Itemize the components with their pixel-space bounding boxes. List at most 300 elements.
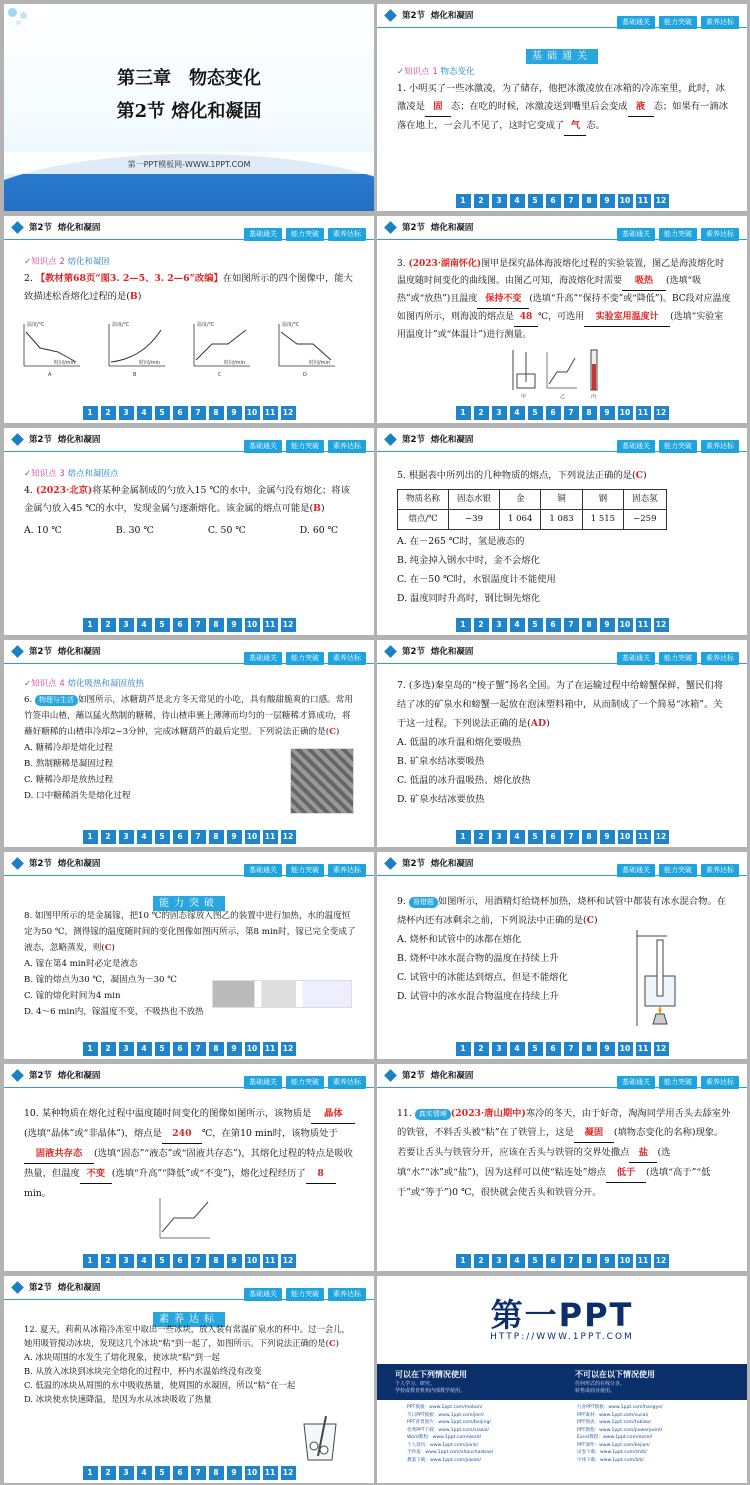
links-right[interactable]: 行业PPT模板：www.1ppt.com/hangye/ PPT素材：www.1ppt.com/sucai/ PPT图表：www.1ppt.com/tubiao/ PPT教程：www.1ppt.com/powerpoint/ Excel教程：www.1ppt.com/excel/ PPT课件：www.1ppt.com/kejian/ 试卷下载：www.1ppt.com/shiti/ 字体下载：www.1ppt.com/ziti/ [577, 1405, 663, 1463]
section-title: 第2节 熔化和凝固 [29, 435, 101, 445]
usage-panel: 可以在下列情况使用 个人学习、研究。 学校或教育机构内部教学使用。 不可以在以下情况使用 任何形式的在线分享。 转售或商业使用。 PPT模板：www.1ppt.com/moban/ 节日PPT模板：www.1ppt.com/jieri/ PPT背景图片：www.1ppt.com/beijing/ 优秀PPT下载：www.1ppt.com/xiazai/ Word教程：www.1ppt.com/word/ 个人简历：www.1ppt.com/jianli/ 手抄报：www.1ppt.com/shouchaobao/ 教案下载：www.1ppt.com/jiaoan/ 行业PPT模板：www.1ppt.com/hangye/ PPT素材：www.1ppt.com/sucai/ PPT图表：www.1ppt.com/tubiao/ PPT教程：www.1ppt.com/powerpoint/ Excel教程：www.1ppt.com/excel/ PPT课件：www.1ppt.com/kejian/ 试卷下载：www.1ppt.com/shiti/ 字体下载：www.1ppt.com/ziti/ [377, 1364, 747, 1483]
page-button-9[interactable]: 9 [600, 194, 615, 208]
slide-q3 [377, 216, 747, 423]
slide-header [4, 1064, 374, 1088]
page-button-4[interactable]: 4 [137, 1254, 152, 1268]
tag-basic[interactable]: 基础通关 [617, 864, 655, 877]
page-button-4[interactable]: 4 [137, 1042, 152, 1056]
page-button-8[interactable]: 8 [582, 618, 597, 632]
page-button-7[interactable]: 7 [564, 618, 579, 632]
page-button-5[interactable]: 5 [528, 830, 543, 844]
section-title: 第2节 熔化和凝固 [402, 647, 474, 657]
page-button-1[interactable]: 1 [83, 830, 98, 844]
page-button-5[interactable]: 5 [528, 1254, 543, 1268]
site-label: 第一PPT模板网-WWW.1PPT.COM [127, 160, 251, 169]
tag-ability[interactable]: 能力突破 [286, 1288, 324, 1301]
tag-basic[interactable]: 基础通关 [617, 652, 655, 665]
thermometer-figure [591, 350, 597, 390]
page-button-4[interactable]: 4 [510, 406, 525, 420]
slide-header [4, 640, 374, 664]
page-button-3[interactable]: 3 [119, 1254, 134, 1268]
pager [4, 1466, 374, 1480]
diamond-icon [11, 221, 24, 234]
tag-literacy[interactable]: 素养达标 [701, 1076, 739, 1089]
page-button-7[interactable]: 7 [191, 1466, 206, 1480]
page-button-3[interactable]: 3 [119, 1466, 134, 1480]
page-button-7[interactable]: 7 [191, 618, 206, 632]
page-button-2[interactable]: 2 [474, 830, 489, 844]
page-button-6[interactable]: 6 [173, 406, 188, 420]
question-text: 4. (2023·北京)将某种金属制成的勺放入15 ℃的水中，金属勺没有熔化；将该金属勺放入45 ℃的水中，发现金属勺逐渐熔化。该金属的熔点可能是(B) [24, 485, 350, 514]
page-button-10[interactable]: 10 [618, 1042, 633, 1056]
page-button-8[interactable]: 8 [209, 830, 224, 844]
pager [4, 406, 374, 420]
page-button-7[interactable]: 7 [564, 406, 579, 420]
page-button-8[interactable]: 8 [209, 618, 224, 632]
page-button-2[interactable]: 2 [101, 618, 116, 632]
tag-ability[interactable]: 能力突破 [659, 228, 697, 241]
page-button-6[interactable]: 6 [546, 1042, 561, 1056]
page-button-5[interactable]: 5 [528, 406, 543, 420]
diamond-icon [11, 857, 24, 870]
svg-text:温度/℃: 温度/℃ [27, 322, 45, 328]
slide-header [377, 1064, 747, 1088]
page-button-12[interactable]: 12 [654, 194, 669, 208]
tag-literacy[interactable]: 素养达标 [701, 440, 739, 453]
tag-literacy[interactable]: 素养达标 [328, 864, 366, 877]
band-basic: 基础通关 [377, 44, 747, 64]
chapter-title: 第三章 物态变化 [117, 68, 261, 89]
slide-header [4, 216, 374, 240]
page-button-1[interactable]: 1 [456, 1254, 471, 1268]
diamond-icon [11, 1281, 24, 1294]
page-button-7[interactable]: 7 [564, 194, 579, 208]
question-text: 2. 【教材第68页“图3. 2—5、3. 2—6”改编】在如图所示的四个图像中，能大致描述松香熔化过程的是(B) [24, 273, 353, 302]
page-button-9[interactable]: 9 [600, 406, 615, 420]
page-button-11[interactable]: 11 [263, 1466, 278, 1480]
pager [377, 406, 747, 420]
page-button-12[interactable]: 12 [654, 406, 669, 420]
page-button-1[interactable]: 1 [456, 830, 471, 844]
section-title: 第2节 熔化和凝固 [402, 11, 474, 21]
slide-q8: 第2节 熔化和凝固 基础通关 能力突破 素养达标 能力突破 8. 如图甲所示的是金属镓，把10 ℃的固态镓放入图乙的装置中进行加热，水的温度恒定为50 ℃，测得镓的温度随时间的变化图像如图丙所示，第8 min时，镓已完全变成了液态，忽略蒸发，则(C) A. 镓在第4 min时必定是液态 B. 镓的熔点为30 ℃，凝固点为－30 ℃ C. 镓的熔化时间为4 min D. 4～6 min内，镓温度不变，不吸热也不放热 1 2 3 4 5 6 7 8 9 10 11 12 [4, 852, 374, 1059]
tag-literacy[interactable]: 素养达标 [701, 652, 739, 665]
page-button-1[interactable]: 1 [83, 1042, 98, 1056]
pager [4, 1254, 374, 1268]
page-button-12[interactable]: 12 [281, 406, 296, 420]
page-button-10[interactable]: 10 [245, 618, 260, 632]
page-button-2[interactable]: 2 [101, 406, 116, 420]
pager [4, 1042, 374, 1056]
tag-literacy[interactable]: 素养达标 [701, 228, 739, 241]
diamond-icon [384, 433, 397, 446]
tag-ability[interactable]: 能力突破 [286, 864, 324, 877]
slide-q2 [4, 216, 374, 423]
question-text: 11. 真实情境 (2023·唐山期中)寒冷的冬天，由于好奇，淘淘同学用舌头去舔室外的铁管，不料舌头被“粘”在了铁管上，这是 凝固 (填物态变化的名称)现象。若要让舌头与铁管分开，应该在舌头与铁管的交界处撒点 盐 (选填“水”“冰”或“盐”)，因为这样可以使“粘连处”熔点 低于 (选填“高于”“低于”或“等于”)0 ℃，很快就会使舌头和铁管分开。 [397, 1108, 731, 1198]
svg-text:时间/min: 时间/min [139, 360, 161, 366]
page-button-4[interactable]: 4 [510, 194, 525, 208]
page-button-5[interactable]: 5 [155, 406, 170, 420]
slide-header [4, 428, 374, 452]
tag-basic[interactable]: 基础通关 [244, 1288, 282, 1301]
page-button-6[interactable]: 6 [173, 1042, 188, 1056]
question-text: 10. 某种物质在熔化过程中温度随时间变化的图像如图所示，该物质是 晶体(选填“晶体”或“非晶体”)，熔点是 240 ℃，在第10 min时，该物质处于固液共存态 (选填“固态”“液态”或“固液共存态”)，其熔化过程的特点是吸收热量，但温度 不变 (选填“升高”“降低”或“不变”)，熔化过程经历了 8min。 [24, 1104, 358, 1203]
question-text: 3. (2023·湖南怀化)图甲是探究晶体海波熔化过程的实验装置，图乙是海波熔化时温度随时间变化的曲线图。由图乙可知，海波熔化时需要 吸热 (选填“吸热”或“放热”)且温度 保持不变 (选填“升高”“保持不变”或“降低”)。BC段对应温度如图丙所示，则海波的熔点是 48 ℃，可选用 实验室用温度计 (选填“实验室用温度计”或“体温计”)进行测量。 [397, 259, 731, 340]
page-button-1[interactable]: 1 [456, 406, 471, 420]
slide-header [4, 1276, 374, 1300]
slide-header [377, 640, 747, 664]
page-button-4[interactable]: 4 [510, 618, 525, 632]
tag-basic[interactable]: 基础通关 [244, 864, 282, 877]
diamond-icon [11, 645, 24, 658]
svg-text:乙: 乙 [560, 394, 566, 400]
page-button-8[interactable]: 8 [582, 830, 597, 844]
pager [377, 830, 747, 844]
tag-ability[interactable]: 能力突破 [659, 1076, 697, 1089]
page-button-8[interactable]: 8 [582, 406, 597, 420]
page-button-9[interactable]: 9 [227, 830, 242, 844]
page-button-4[interactable]: 4 [137, 1466, 152, 1480]
page-button-2[interactable]: 2 [474, 406, 489, 420]
page-button-2[interactable]: 2 [474, 194, 489, 208]
page-button-4[interactable]: 4 [510, 1042, 525, 1056]
pager [4, 830, 374, 844]
lesson-title: 第2节 熔化和凝固 [116, 101, 262, 122]
page-button-9[interactable]: 9 [227, 618, 242, 632]
page-button-2[interactable]: 2 [101, 830, 116, 844]
tag-basic[interactable]: 基础通关 [244, 440, 282, 453]
page-button-7[interactable]: 7 [191, 830, 206, 844]
pager [377, 1042, 747, 1056]
tag-ability[interactable]: 能力突破 [286, 1076, 324, 1089]
page-button-11[interactable]: 11 [636, 830, 651, 844]
page-button-6[interactable]: 6 [546, 406, 561, 420]
page-button-12[interactable]: 12 [654, 830, 669, 844]
curve-figure [547, 352, 577, 388]
page-button-5[interactable]: 5 [155, 1254, 170, 1268]
section-title: 第2节 熔化和凝固 [402, 223, 474, 233]
pager [4, 618, 374, 632]
question-text: 5. 根据表中所列出的几种物质的熔点，下列说法正确的是(C) [397, 470, 647, 481]
page-button-3[interactable]: 3 [492, 1254, 507, 1268]
page-button-11[interactable]: 11 [636, 194, 651, 208]
page-button-4[interactable]: 4 [510, 1254, 525, 1268]
tag-ability[interactable]: 能力突破 [286, 440, 324, 453]
svg-text:B: B [133, 372, 137, 378]
graphs-abcd [18, 320, 358, 380]
page-button-10[interactable]: 10 [618, 1254, 633, 1268]
melting-point-table: 物质名称 固态水银 金 铜 钢 固态氢 熔点/℃ −39 1 064 1 083 1 515 −259 [397, 489, 667, 530]
slide-q12: 第2节 熔化和凝固 基础通关 能力突破 素养达标 素养达标 12. 夏天，莉莉从冰箱冷冻室中取出一些冰块，放入装有常温矿泉水的杯中。过一会儿，她用吸管搅动冰块，发现这几个冰块“粘”到一起了，如图所示。下列说法正确的是(C) A. 冰块周围的水发生了熔化现象，使冰块“粘”到一起 B. 从放入冰块到冰块完全熔化的过程中，杯内水温始终没有改变 C. 低温的冰块从周围的水中吸收热量，使周围的水凝固，所以“粘”在一起 D. 冰块使水快速降温，是因为水从冰块吸收了热量 1 2 3 4 5 6 7 8 9 10 11 12 [4, 1276, 374, 1483]
candied-haws-photo [290, 748, 354, 814]
page-button-11[interactable]: 11 [636, 406, 651, 420]
tag-literacy[interactable]: 素养达标 [701, 16, 739, 29]
knowledge-point: ✓知识点 3 熔点和凝固点 [24, 469, 119, 479]
tag-basic[interactable]: 基础通关 [244, 652, 282, 665]
question-text: 12. 夏天，莉莉从冰箱冷冻室中取出一些冰块，放入装有常温矿泉水的杯中。过一会儿，她用吸管搅动冰块，发现这几个冰块“粘”到一起了，如图所示。下列说法正确的是(C) [24, 1324, 350, 1348]
page-button-1[interactable]: 1 [83, 618, 98, 632]
logo-url: HTTP://WWW.1PPT.COM [490, 1332, 634, 1342]
svg-text:时间/min: 时间/min [224, 360, 246, 366]
links-left[interactable]: PPT模板：www.1ppt.com/moban/ 节日PPT模板：www.1ppt.com/jieri/ PPT背景图片：www.1ppt.com/beijing/ 优秀PPT下载：www.1ppt.com/xiazai/ Word教程：www.1ppt.com/word/ 个人简历：www.1ppt.com/jianli/ 手抄报：www.1ppt.com/shouchaobao/ 教案下载：www.1ppt.com/jiaoan/ [407, 1405, 494, 1463]
page-button-11[interactable]: 11 [636, 618, 651, 632]
page-button-12[interactable]: 12 [281, 1042, 296, 1056]
page-button-3[interactable]: 3 [492, 406, 507, 420]
page-button-5[interactable]: 5 [528, 618, 543, 632]
tag-basic[interactable]: 基础通关 [244, 228, 282, 241]
page-button-1[interactable]: 1 [456, 618, 471, 632]
page-button-3[interactable]: 3 [119, 406, 134, 420]
svg-text:D: D [303, 372, 307, 378]
tag-literacy[interactable]: 素养达标 [328, 228, 366, 241]
page-button-10[interactable]: 10 [245, 406, 260, 420]
cup-figure [300, 1416, 340, 1462]
slide-header [4, 852, 374, 876]
tag-ability[interactable]: 能力突破 [659, 16, 697, 29]
tag-ability[interactable]: 能力突破 [659, 652, 697, 665]
slide-q6: 第2节 熔化和凝固 基础通关 能力突破 素养达标 ✓知识点 4 熔化吸热和凝固放热 6. 物理与生活 如图所示，冰糖葫芦是北方冬天常见的小吃，具有酸甜脆爽的口感。常用竹签串山楂，蘸以猛火熬制的糖稀，待山楂串裹上薄薄而均匀的一层糖稀才算成功，将蘸好糖稀的山楂串冷却2~3分钟，完成冰糖葫芦的最后定型。下列说法正确的是(C) A. 糖稀冷却是熔化过程 B. 熬制糖稀是凝固过程 C. 糖稀冷却是放热过程 D. 口中糖稀消失是熔化过程 1 2 3 4 5 6 7 8 9 10 11 12 [4, 640, 374, 847]
page-button-8[interactable]: 8 [582, 194, 597, 208]
svg-text:A: A [48, 372, 52, 378]
diamond-icon [384, 221, 397, 234]
page-button-12[interactable]: 12 [281, 1254, 296, 1268]
page-button-6[interactable]: 6 [173, 618, 188, 632]
section-title: 第2节 熔化和凝固 [29, 223, 101, 233]
question-text: 1. 小明买了一些冰激凌，为了储存，他把冰激凌放在冰箱的冷冻室里，此时，冰激凌是 固 态；在吃的时候，冰激凌送到嘴里后会变成 液 态；如果有一滴冰落在地上，一会儿不见了，这时它变成了 气 态。 [397, 80, 731, 136]
diamond-icon [11, 1069, 24, 1082]
graph-d [279, 321, 335, 378]
question-text: 8. 如图甲所示的是金属镓，把10 ℃的固态镓放入图乙的装置中进行加热，水的温度恒定为50 ℃，测得镓的温度随时间的变化图像如图丙所示，第8 min时，镓已完全变成了液态，忽略蒸发，则(C) [24, 911, 356, 953]
page-button-8[interactable]: 8 [209, 1466, 224, 1480]
page-button-9[interactable]: 9 [227, 1466, 242, 1480]
page-button-6[interactable]: 6 [173, 1466, 188, 1480]
section-title: 第2节 熔化和凝固 [29, 647, 101, 657]
diamond-icon [384, 9, 397, 22]
pager [377, 618, 747, 632]
band-ability: 能力突破 [4, 891, 374, 911]
page-button-8[interactable]: 8 [209, 1042, 224, 1056]
page-button-8[interactable]: 8 [582, 1042, 597, 1056]
burner-apparatus-figure [627, 926, 687, 1030]
page-button-10[interactable]: 10 [245, 1466, 260, 1480]
knowledge-point: ✓知识点 1 物态变化 [397, 67, 475, 77]
svg-text:温度/℃: 温度/℃ [282, 322, 300, 328]
diamond-icon [11, 433, 24, 446]
page-button-1[interactable]: 1 [456, 1042, 471, 1056]
page-button-6[interactable]: 6 [546, 618, 561, 632]
page-button-3[interactable]: 3 [492, 618, 507, 632]
page-button-11[interactable]: 11 [263, 618, 278, 632]
page-button-5[interactable]: 5 [155, 1466, 170, 1480]
page-button-9[interactable]: 9 [227, 1042, 242, 1056]
page-button-3[interactable]: 3 [492, 194, 507, 208]
tag-literacy[interactable]: 素养达标 [328, 440, 366, 453]
graph-b [109, 321, 165, 378]
slide-q1 [377, 4, 747, 211]
slide-cover [4, 4, 374, 211]
slide-q5: 第2节 熔化和凝固 基础通关 能力突破 素养达标 5. 根据表中所列出的几种物质的熔点，下列说法正确的是(C) 物质名称 固态水银 金 铜 钢 固态氢 熔点/℃ −39 1 064 1 083 1 515 −259 A. 在－265 ℃时，氢是液态的 B. 纯金掉入钢水中时，金不会熔化 C. 在－50 ℃时，水银温度计不能使用 D. 温度同时升高时，钢比铜先熔化 1 2 3 4 5 6 7 8 9 10 11 12 [377, 428, 747, 635]
page-button-8[interactable]: 8 [209, 1254, 224, 1268]
section-title: 第2节 熔化和凝固 [29, 1071, 101, 1081]
slide-q10 [4, 1064, 374, 1271]
page-button-6[interactable]: 6 [546, 830, 561, 844]
slide-q9: 第2节 熔化和凝固 基础通关 能力突破 素养达标 9. 易错题 如图所示，用酒精灯给烧杯加热，烧杯和试管中都装有冰水混合物。在烧杯内还有冰剩余之前，下列说法中正确的是(C) A. 烧杯和试管中的冰都在熔化 B. 烧杯中冰水混合物的温度在持续上升 C. 试管中的冰能达到熔点，但是不能熔化 D. 试管中的冰水混合物温度在持续上升 1 2 3 4 5 6 7 8 9 10 11 12 [377, 852, 747, 1059]
gallium-figures [212, 980, 352, 1008]
page-button-10[interactable]: 10 [618, 406, 633, 420]
pager [377, 1254, 747, 1268]
page-button-7[interactable]: 7 [191, 1254, 206, 1268]
page-button-7[interactable]: 7 [191, 406, 206, 420]
section-title: 第2节 熔化和凝固 [402, 859, 474, 869]
page-button-11[interactable]: 11 [636, 1042, 651, 1056]
page-button-2[interactable]: 2 [101, 1466, 116, 1480]
diamond-icon [384, 645, 397, 658]
page-button-8[interactable]: 8 [209, 406, 224, 420]
page-button-4[interactable]: 4 [137, 618, 152, 632]
page-button-10[interactable]: 10 [245, 830, 260, 844]
slide-header [377, 4, 747, 28]
page-button-9[interactable]: 9 [600, 618, 615, 632]
page-button-3[interactable]: 3 [492, 830, 507, 844]
section-title: 第2节 熔化和凝固 [29, 859, 101, 869]
svg-text:甲: 甲 [521, 394, 527, 400]
page-button-3[interactable]: 3 [119, 618, 134, 632]
svg-text:丙: 丙 [591, 394, 597, 400]
pager [377, 194, 747, 208]
section-title: 第2节 熔化和凝固 [402, 1071, 474, 1081]
diamond-icon [384, 857, 397, 870]
graph-a [24, 321, 80, 378]
apparatus-figure [513, 350, 535, 390]
question-text: 7. (多选)秦皇岛的“梭子蟹”扬名全国。为了在运输过程中给螃蟹保鲜，蟹民们将结了冰的矿泉水和螃蟹一起放在泡沫塑料箱中，从而制成了一个简易“冰箱”。关于这一过程，下列说法正确的是(AD) [397, 680, 724, 729]
page-button-9[interactable]: 9 [600, 1254, 615, 1268]
tag-literacy[interactable]: 素养达标 [328, 1076, 366, 1089]
page-button-7[interactable]: 7 [191, 1042, 206, 1056]
page-button-12[interactable]: 12 [281, 1466, 296, 1480]
page-button-3[interactable]: 3 [492, 1042, 507, 1056]
page-button-1[interactable]: 1 [83, 406, 98, 420]
page-button-9[interactable]: 9 [600, 830, 615, 844]
slide-q7: 第2节 熔化和凝固 基础通关 能力突破 素养达标 7. (多选)秦皇岛的“梭子蟹”扬名全国。为了在运输过程中给螃蟹保鲜，蟹民们将结了冰的矿泉水和螃蟹一起放在泡沫塑料箱中，从而制成了一个简易“冰箱”。关于这一过程，下列说法正确的是(AD) A. 低温的冰升温和熔化要吸热 B. 矿泉水结冰要吸热 C. 低温的冰升温吸热、熔化放热 D. 矿泉水结冰要放热 1 2 3 4 5 6 7 8 9 10 11 12 [377, 640, 747, 847]
tag-literacy[interactable]: 素养达标 [328, 652, 366, 665]
page-button-5[interactable]: 5 [528, 194, 543, 208]
page-button-7[interactable]: 7 [564, 1254, 579, 1268]
page-button-11[interactable]: 11 [263, 1254, 278, 1268]
page-button-12[interactable]: 12 [654, 1042, 669, 1056]
page-button-10[interactable]: 10 [245, 1254, 260, 1268]
tag-ability[interactable]: 能力突破 [286, 652, 324, 665]
page-button-9[interactable]: 9 [227, 406, 242, 420]
page-button-8[interactable]: 8 [582, 1254, 597, 1268]
page-button-10[interactable]: 10 [618, 194, 633, 208]
tag-basic[interactable]: 基础通关 [617, 1076, 655, 1089]
experiment-figures [505, 346, 615, 402]
page-button-2[interactable]: 2 [101, 1042, 116, 1056]
page-button-12[interactable]: 12 [654, 1254, 669, 1268]
band-literacy: 素养达标 [4, 1307, 374, 1327]
tag-basic[interactable]: 基础通关 [617, 16, 655, 29]
section-title: 第2节 熔化和凝固 [29, 1283, 101, 1293]
svg-text:C: C [218, 372, 222, 378]
page-button-4[interactable]: 4 [137, 406, 152, 420]
svg-text:时间/min: 时间/min [309, 360, 331, 366]
tag-literacy[interactable]: 素养达标 [701, 864, 739, 877]
tag-ability[interactable]: 能力突破 [659, 440, 697, 453]
tag-basic[interactable]: 基础通关 [617, 228, 655, 241]
page-button-6[interactable]: 6 [546, 194, 561, 208]
logo: 第一PPT [490, 1296, 634, 1334]
temperature-graph [154, 1196, 214, 1242]
svg-text:温度/℃: 温度/℃ [112, 322, 130, 328]
knowledge-point: ✓知识点 4 熔化吸热和凝固放热 [24, 679, 144, 689]
page-button-6[interactable]: 6 [546, 1254, 561, 1268]
page-button-1[interactable]: 1 [83, 1254, 98, 1268]
diamond-icon [384, 1069, 397, 1082]
page-button-6[interactable]: 6 [173, 830, 188, 844]
page-button-7[interactable]: 7 [564, 830, 579, 844]
page-button-9[interactable]: 9 [227, 1254, 242, 1268]
page-button-11[interactable]: 11 [263, 406, 278, 420]
page-button-11[interactable]: 11 [263, 830, 278, 844]
page-button-10[interactable]: 10 [618, 830, 633, 844]
page-button-12[interactable]: 12 [281, 618, 296, 632]
page-button-12[interactable]: 12 [654, 618, 669, 632]
page-button-2[interactable]: 2 [474, 1254, 489, 1268]
knowledge-point: ✓知识点 2 熔化和凝固 [24, 257, 110, 267]
page-button-5[interactable]: 5 [528, 1042, 543, 1056]
slide-q4 [4, 428, 374, 635]
tag-ability[interactable]: 能力突破 [659, 864, 697, 877]
page-button-9[interactable]: 9 [600, 1042, 615, 1056]
section-title: 第2节 熔化和凝固 [402, 435, 474, 445]
question-text: 9. 易错题 如图所示，用酒精灯给烧杯加热，烧杯和试管中都装有冰水混合物。在烧杯内还有冰剩余之前，下列说法中正确的是(C) [397, 896, 727, 926]
page-button-3[interactable]: 3 [119, 830, 134, 844]
options: A. 10 ℃ B. 30 ℃ C. 50 ℃ D. 60 ℃ [24, 525, 338, 536]
page-button-2[interactable]: 2 [101, 1254, 116, 1268]
page-button-4[interactable]: 4 [510, 830, 525, 844]
page-button-6[interactable]: 6 [173, 1254, 188, 1268]
page-button-5[interactable]: 5 [155, 830, 170, 844]
page-button-3[interactable]: 3 [119, 1042, 134, 1056]
page-button-11[interactable]: 11 [263, 1042, 278, 1056]
page-button-2[interactable]: 2 [474, 1042, 489, 1056]
page-button-12[interactable]: 12 [281, 830, 296, 844]
page-button-5[interactable]: 5 [155, 1042, 170, 1056]
slide-q11 [377, 1064, 747, 1271]
tag-literacy[interactable]: 素养达标 [328, 1288, 366, 1301]
tag-ability[interactable]: 能力突破 [286, 228, 324, 241]
page-button-7[interactable]: 7 [564, 1042, 579, 1056]
tag-basic[interactable]: 基础通关 [617, 440, 655, 453]
slide-header [377, 216, 747, 240]
page-button-11[interactable]: 11 [636, 1254, 651, 1268]
slide-header [377, 852, 747, 876]
page-button-1[interactable]: 1 [456, 194, 471, 208]
page-button-1[interactable]: 1 [83, 1466, 98, 1480]
question-text: 6. 物理与生活 如图所示，冰糖葫芦是北方冬天常见的小吃，具有酸甜脆爽的口感。常用竹签串山楂，蘸以猛火熬制的糖稀，待山楂串裹上薄薄而均匀的一层糖稀才算成功，将蘸好糖稀的山楂串冷却2~3分钟，完成冰糖葫芦的最后定型。下列说法正确的是(C) [24, 695, 353, 737]
page-button-4[interactable]: 4 [137, 830, 152, 844]
slide-header [377, 428, 747, 452]
page-button-10[interactable]: 10 [245, 1042, 260, 1056]
graph-c [194, 321, 250, 378]
tag-basic[interactable]: 基础通关 [244, 1076, 282, 1089]
svg-text:时间/min: 时间/min [54, 360, 76, 366]
page-button-2[interactable]: 2 [474, 618, 489, 632]
svg-text:温度/℃: 温度/℃ [197, 322, 215, 328]
page-button-10[interactable]: 10 [618, 618, 633, 632]
slide-ad [377, 1276, 747, 1483]
page-button-5[interactable]: 5 [155, 618, 170, 632]
